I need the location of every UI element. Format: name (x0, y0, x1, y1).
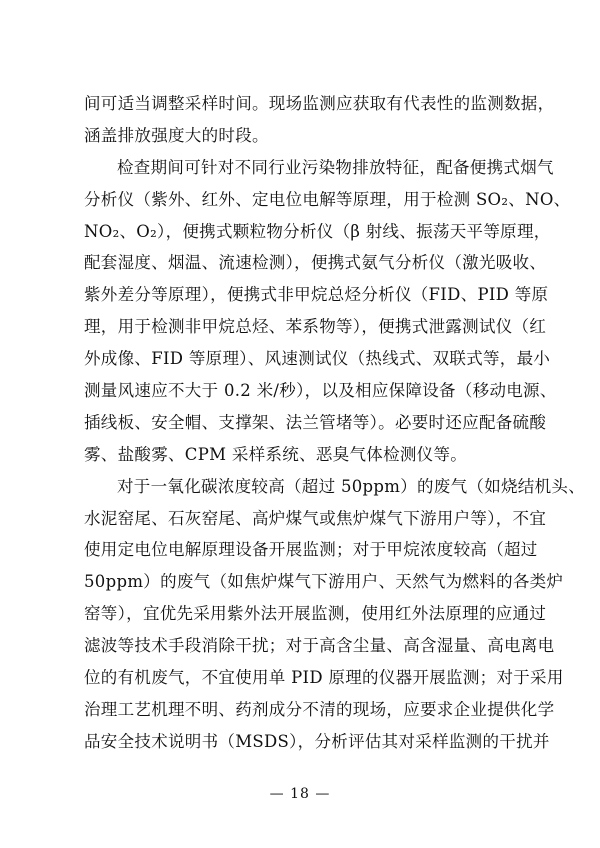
text-line: 雾、盐酸雾、CPM 采样系统、恶臭气体检测仪等。 (84, 444, 468, 464)
text-line: NO₂、O₂），便携式颗粒物分析仪（β 射线、振荡天平等原理， (84, 221, 551, 241)
paragraph-3 (84, 471, 586, 758)
text-line: 测量风速应不大于 0.2 米/秒），以及相应保障设备（移动电源、 (84, 381, 557, 401)
text-line: 外成像、FID 等原理）、风速测试仪（热线式、双联式等，最小 (84, 349, 551, 369)
text-line: 间可适当调整采样时间。现场监测应获取有代表性的监测数据， (84, 94, 555, 113)
page-number: — 18 — (269, 786, 331, 802)
text-line: 紫外差分等原理），便携式非甲烷总烃分析仪（FID、PID 等原 (84, 285, 549, 305)
text-line: 位的有机废气，不宜使用单 PID 原理的仪器开展监测；对于采用 (84, 668, 564, 688)
text-line: 窑等），宜优先采用紫外法开展监测，使用红外法原理的应通过 (84, 604, 547, 624)
paragraph-1 (84, 88, 555, 152)
text-line: 治理工艺机理不明、药剂成分不清的现场，应要求企业提供化学 (84, 699, 555, 719)
text-line: 水泥窑尾、石灰窑尾、高炉煤气或焦炉煤气下游用户等），不宜 (84, 508, 547, 528)
text-line: 配套湿度、烟温、流速检测），便携式氨气分析仪（激光吸收、 (84, 253, 547, 273)
text-line: 品安全技术说明书（MSDS），分析评估其对采样监测的干扰并 (84, 731, 550, 751)
paragraph-2 (84, 152, 571, 471)
body-text (84, 88, 586, 758)
text-line: 50ppm）的废气（如焦炉煤气下游用户、天然气为燃料的各类炉 (84, 572, 564, 592)
text-line: 检查期间可针对不同行业污染物排放特征，配备便携式烟气 (117, 157, 554, 177)
text-line: 滤波等技术手段消除干扰；对于高含尘量、高含湿量、高电离电 (84, 636, 555, 656)
text-line: 对于一氧化碳浓度较高（超过 50ppm）的废气（如烧结机头、 (117, 476, 586, 496)
text-line: 插线板、安全帽、支撑架、法兰管堵等）。必要时还应配备硫酸 (84, 412, 547, 432)
text-line: 使用定电位电解原理设备开展监测；对于甲烷浓度较高（超过 (84, 540, 538, 560)
text-line: 分析仪（紫外、红外、定电位电解等原理，用于检测 SO₂、NO、 (84, 189, 571, 209)
text-line: 理，用于检测非甲烷总烃、苯系物等），便携式泄露测试仪（红 (84, 317, 547, 337)
text-line: 涵盖排放强度大的时段。 (84, 125, 269, 145)
